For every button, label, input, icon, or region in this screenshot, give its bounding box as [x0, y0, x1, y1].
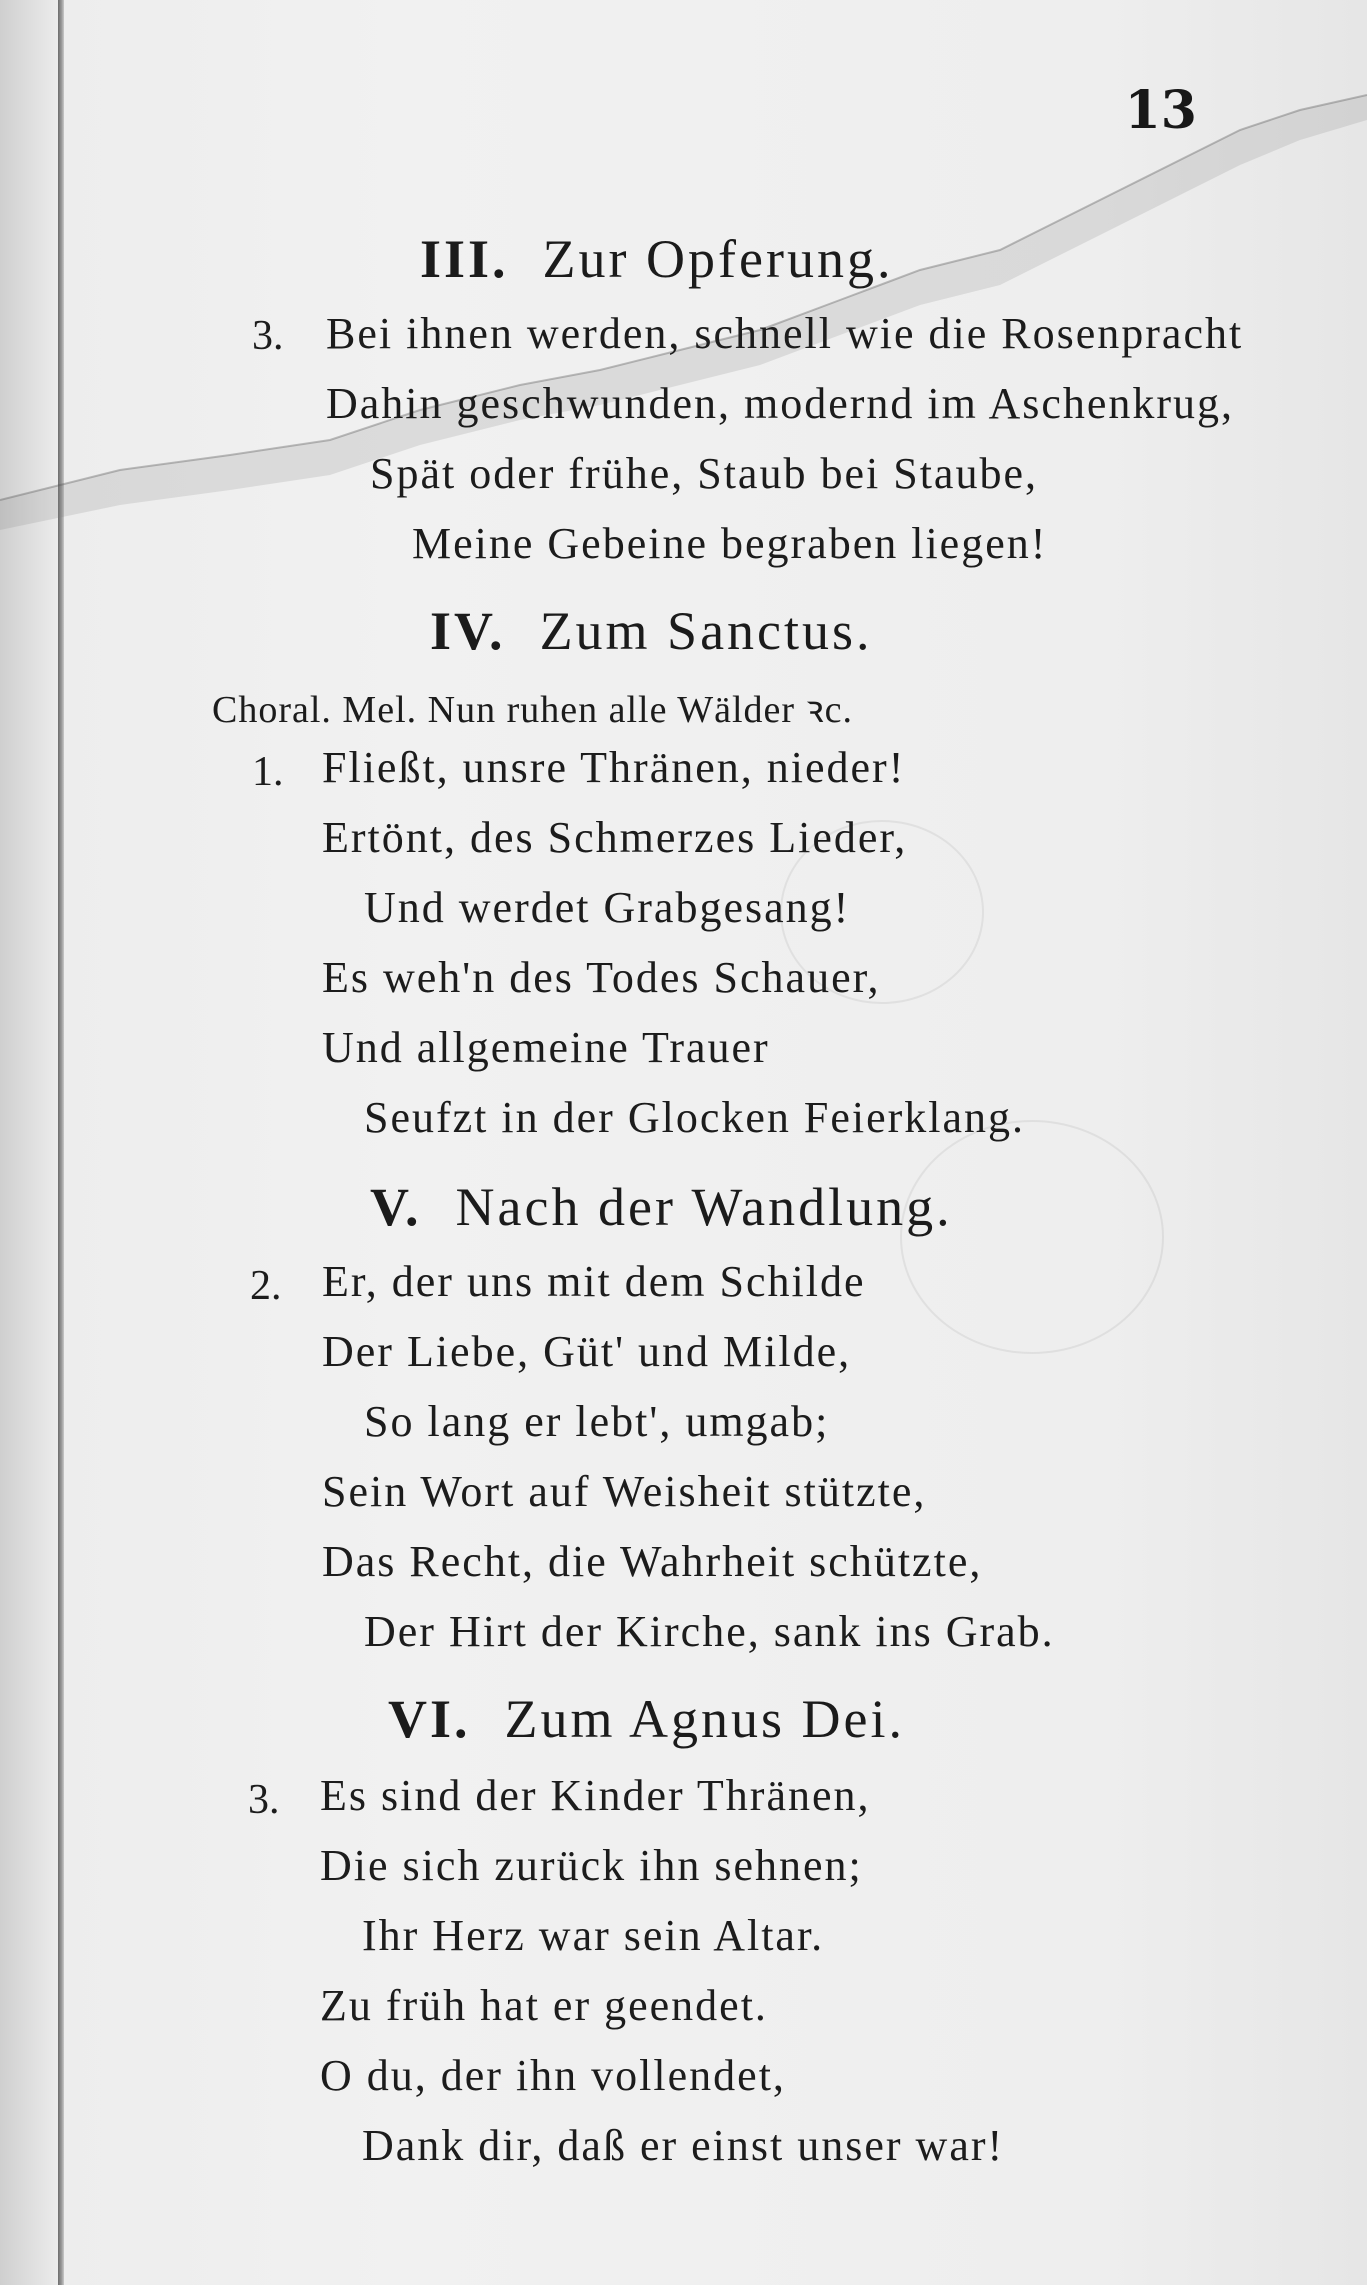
verse-line: Dahin geschwunden, modernd im Aschenkrug, [326, 379, 1235, 428]
verse-line: Meine Gebeine begraben liegen! [412, 519, 1048, 568]
verse-line: Sein Wort auf Weisheit stützte, [322, 1467, 927, 1516]
verse-line: Bei ihnen werden, schnell wie die Rosenpracht [326, 309, 1244, 358]
verse-line: Die sich zurück ihn sehnen; [320, 1841, 863, 1890]
section-title: Zum Sanctus. [539, 601, 873, 661]
verse-line: Es sind der Kinder Thränen, [320, 1771, 871, 1820]
melody-note: Choral. Mel. Nun ruhen alle Wälder ꝛc. [212, 689, 853, 731]
verse-line: Ihr Herz war sein Altar. [362, 1911, 825, 1960]
section-heading [370, 1176, 953, 1238]
page-number: 13 [1124, 80, 1197, 141]
verse-line: Fließt, unsre Thränen, nieder! [322, 743, 906, 792]
stanza-number: 3. [248, 1777, 280, 1823]
section-title: Zur Opferung. [542, 229, 894, 289]
verse-line: Es weh'n des Todes Schauer, [322, 953, 881, 1002]
section-heading [388, 1688, 905, 1750]
verse-line: Das Recht, die Wahrheit schützte, [322, 1537, 983, 1586]
verse-line: So lang er lebt', umgab; [364, 1397, 830, 1446]
verse-line: Spät oder frühe, Staub bei Staube, [370, 449, 1038, 498]
verse-line: Ertönt, des Schmerzes Lieder, [322, 813, 908, 862]
verse-line: Der Liebe, Güt' und Milde, [322, 1327, 852, 1376]
section-numeral: V. [370, 1177, 422, 1237]
verse-line: Dank dir, daß er einst unser war! [362, 2121, 1005, 2170]
verse-line: Zu früh hat er geendet. [320, 1981, 768, 2030]
section-title: Zum Agnus Dei. [504, 1689, 906, 1749]
section-numeral: IV. [430, 601, 506, 661]
verse-line: Und werdet Grabgesang! [364, 883, 851, 932]
section-heading [430, 600, 873, 662]
verse-line: Er, der uns mit dem Schilde [322, 1257, 866, 1306]
verse-line: Seufzt in der Glocken Feierklang. [364, 1093, 1026, 1142]
section-numeral: III. [420, 229, 509, 289]
stanza-number: 3. [252, 313, 284, 359]
verse-line: O du, der ihn vollendet, [320, 2051, 786, 2100]
section-heading [420, 228, 893, 290]
stanza-number: 2. [250, 1263, 282, 1309]
stanza-number: 1. [252, 749, 284, 795]
section-numeral: VI. [388, 1689, 471, 1749]
verse-line: Und allgemeine Trauer [322, 1023, 770, 1072]
section-title: Nach der Wandlung. [455, 1177, 953, 1237]
verse-line: Der Hirt der Kirche, sank ins Grab. [364, 1607, 1055, 1656]
